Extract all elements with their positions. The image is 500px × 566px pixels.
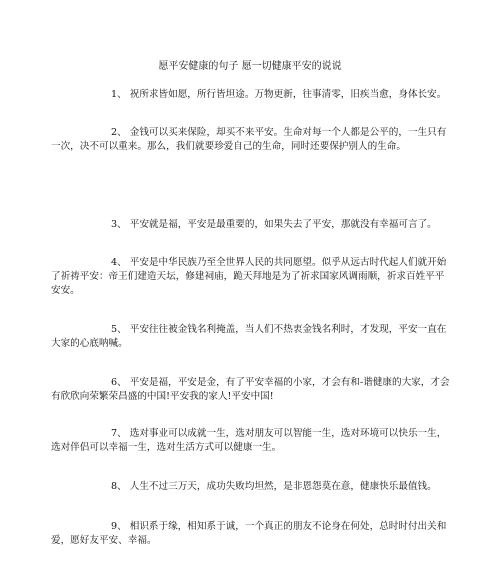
- paragraph-8: 8、 人生不过三万天，成功失败均坦然，是非恩怨莫在意，健康快乐最值钱。: [111, 481, 437, 492]
- paragraph-1: 1、 祝所求皆如愿，所行皆坦途。万物更新，往事清零，旧疾当愈，身体长安。: [111, 89, 447, 100]
- paragraph-2: 2、 金钱可以买来保险，却买不来平安。生命对每一个人都是公平的，一生只有一次，决不可以重来。那么，我们就要珍爱自己的生命，同时还要保护别人的生命。: [51, 127, 447, 152]
- paragraph-3: 3、 平安就是福，平安是最重要的，如果失去了平安，那就没有幸福可言了。: [111, 219, 437, 230]
- paragraph-9: 9、 相识系于缘，相知系于诚，一个真正的朋友不论身在何处，总时时付出关和爱，愿好友平安、幸福。: [51, 521, 447, 546]
- paragraph-4: 4、 平安是中华民族乃至全世界人民的共同愿望。似乎从远古时代起人们就开始了祈祷平安：帝王们建造天坛，修建祠庙，跪天拜地是为了祈求国家风调雨顺，祈求百姓平平安安。: [51, 257, 447, 296]
- paragraph-6: 6、 平安是福，平安是金，有了平安幸福的小家，才会有和-谐健康的大家，才会有欣欣向荣繁荣昌盛的中国!平安我的家人!平安中国!: [51, 377, 450, 402]
- paragraph-5: 5、 平安往往被金钱名利掩盖，当人们不热衷金钱名利时，才发现，平安一直在大家的心底呐喊。: [51, 324, 447, 349]
- paragraph-7: 7、 选对事业可以成就一生，选对朋友可以智能一生，选对环境可以快乐一生，选对伴侣可以幸福一生，选对生活方式可以健康一生。: [51, 428, 447, 453]
- document-title: 愿平安健康的句子 愿一切健康平安的说说: [158, 61, 342, 72]
